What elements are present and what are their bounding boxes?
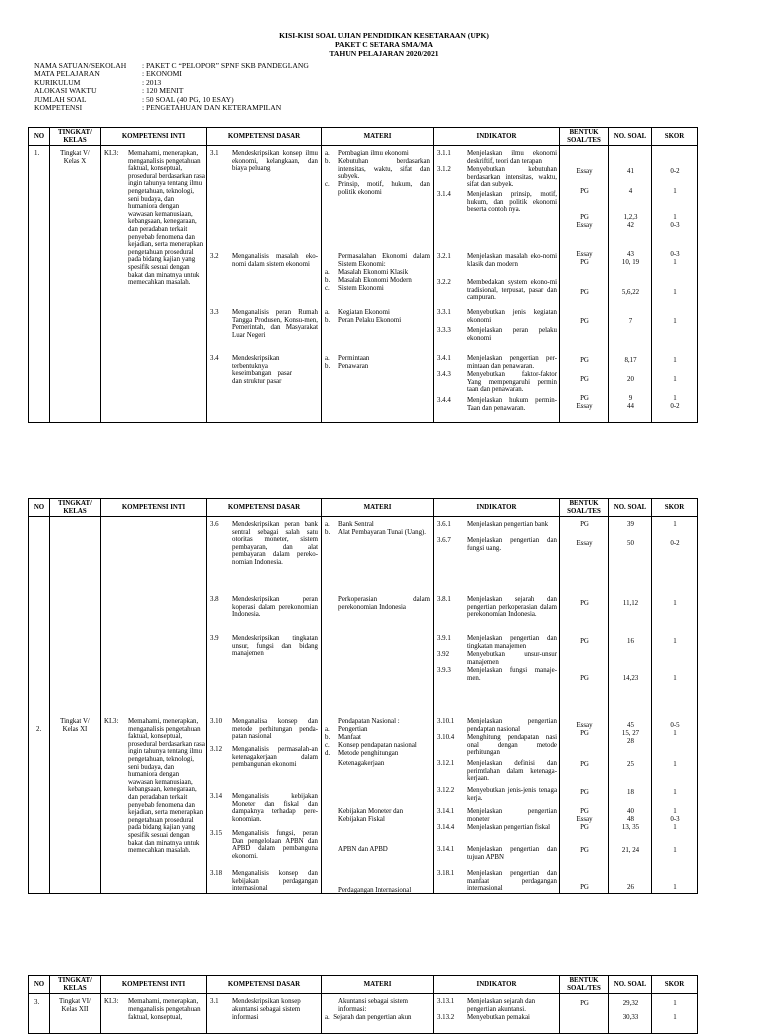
materi-marker: a. <box>325 726 330 733</box>
indikator-number: 3.9.1 <box>437 635 451 642</box>
indikator-number: 3.13.2 <box>437 1014 455 1021</box>
kd-number: 3.10 <box>210 718 223 725</box>
kd-number: 3.15 <box>210 830 223 837</box>
skor-value: 0-5 <box>670 722 680 729</box>
header-nomor: NO. SOAL <box>609 976 652 994</box>
kd-number: 3.4 <box>210 355 219 362</box>
doc-title-line-3: TAHUN PELAJARAN 2020/2021 <box>329 49 439 58</box>
kisi-table-3 <box>28 975 698 1034</box>
indikator-text: Menghitung pendapatan nasi onal dengan metode perhitungan <box>467 734 557 757</box>
meta-value: : 120 MENIT <box>142 86 184 96</box>
nomor-value: 43 <box>627 251 634 258</box>
kelas-text: Tingkat V/ Kelas X <box>60 150 90 165</box>
nomor-value: 45 <box>627 722 634 729</box>
meta-label: JUMLAH SOAL <box>34 94 87 104</box>
kd-number: 3.8 <box>210 596 219 603</box>
header-materi: MATERI <box>322 128 434 146</box>
indikator-text: Menjelaskan prinsip, motif, hukum, dan politik ekonomi beserta contoh nya. <box>467 191 557 214</box>
nomor-value: 42 <box>627 222 634 229</box>
indikator-number: 3.4.4 <box>437 397 451 404</box>
skor-value: 0-2 <box>670 168 680 175</box>
materi-marker: c. <box>325 181 330 188</box>
indikator-number: 3.4.1 <box>437 355 451 362</box>
skor-value: 1 <box>673 376 677 383</box>
indikator-number: 3.3.3 <box>437 327 451 334</box>
materi-marker: a. <box>325 269 330 276</box>
skor-value: 1 <box>673 395 677 402</box>
indikator-text: Menjelaskan pengertian dan tujuan APBN <box>467 846 557 861</box>
bentuk-value: PG <box>580 824 589 831</box>
kd-text: informasi <box>232 1014 259 1021</box>
header-kd: KOMPETENSI DASAR <box>207 976 322 994</box>
meta-value: : PAKET C “PELOPOR” SPNF SKB PANDEGLANG <box>142 61 309 70</box>
indikator-text: pengertian akuntansi. <box>467 1006 526 1013</box>
materi-text: Kegiatan Ekonomi <box>338 309 390 316</box>
indikator-text: Menyebutkan kebutuhan berdasarkan intensitas, waktu, sifat dan subyek. <box>467 166 557 189</box>
indikator-text: Menjelaskan pengertian bank <box>467 521 549 528</box>
nomor-value: 9 <box>628 395 633 402</box>
indikator-text: Menjelaskan masalah eko-nomi klasik dan modern <box>467 253 557 268</box>
indikator-number: 3.1.2 <box>437 166 451 173</box>
bentuk-value: PG <box>580 884 589 891</box>
header-skor: SKOR <box>652 976 698 994</box>
kd-text: Mendeskripsikan konsep ilmu ekonomi, kelangkaan, dan biaya peluang <box>232 150 318 173</box>
kd-text: Menganalisis permasalah-an ketenagakerjaan dalam pembangunan ekonomi <box>232 746 318 769</box>
ki-text: menganalisis pengetahuan <box>128 1006 201 1013</box>
header-skor: SKOR <box>652 128 698 146</box>
ki-text: Memahami, menerapkan, menganalisis pengetahuan faktual, konseptual, prosedural berdasarkan rasa ingin tahunya tentang ilmu pengetahuan, teknologi, seni budaya, dan humaniora dengan wawasan kemanusiaan, kebangsaan, kenegaraan, dan peradaban terkait penyebab fenomena dan kejadian, serta menerapkan pengetahuan prosedural pada bidang kajian yang spesifik sesuai dengan bakat dan minatnya untuk memecahkan masalah. <box>128 718 205 855</box>
header-materi: MATERI <box>322 499 434 517</box>
bentuk-value: PG <box>580 1000 589 1007</box>
nomor-value: 28 <box>627 738 634 745</box>
indikator-text: Menyebutkan pemakai <box>467 1014 530 1021</box>
kd-number: 3.3 <box>210 309 219 316</box>
bentuk-value: PG <box>580 289 589 296</box>
header-no: NO <box>29 976 50 994</box>
materi-text: Perdagangan Internasional <box>338 887 412 894</box>
indikator-text: Menjelaskan pengertian fiskal <box>467 824 551 831</box>
materi-marker: b. <box>325 158 331 165</box>
kisi-table-2 <box>28 498 698 894</box>
header-ki: KOMPETENSI INTI <box>101 499 207 517</box>
indikator-number: 3.6.1 <box>437 521 451 528</box>
indikator-text: Menyebutkan faktor-faktor Yang mempengaruhi permin taan dan penawaran. <box>467 371 557 394</box>
bentuk-value: PG <box>580 376 589 383</box>
skor-value: 1 <box>673 884 677 891</box>
ki-text: Memahami, menerapkan, menganalisis pengetahuan faktual, konseptual, prosedural berdasarkan rasa ingin tahunya tentang ilmu pengetahuan, teknologi, seni budaya, dan humaniora dengan wawasan kemanusiaan, kebangsaan, kenegaraan, dan peradaban terkait penyebab fenomena dan kejadian, serta menerapkan pengetahuan prosedural pada bidang kajian yang spesifik sesuai dengan bakat dan minatnya untuk memecahkan masalah. <box>128 150 205 287</box>
indikator-number: 3.3.1 <box>437 309 451 316</box>
doc-title-line-2: PAKET C SETARA SMA/MA <box>334 40 434 49</box>
ki-text: Memahami, menerapkan, <box>128 998 199 1005</box>
nomor-value: 4 <box>628 188 633 195</box>
indikator-number: 3.10.1 <box>437 718 455 725</box>
materi-text: APBN dan APBD <box>338 846 388 853</box>
row-number: 2. <box>36 726 42 733</box>
skor-value: 1 <box>673 1014 677 1021</box>
nomor-value: 16 <box>627 638 634 645</box>
bentuk-value: PG <box>580 730 589 737</box>
bentuk-value: PG <box>580 808 589 815</box>
table-header-row <box>29 499 698 517</box>
skor-value: 1 <box>673 824 677 831</box>
indikator-number: 3.12.2 <box>437 787 455 794</box>
table-header-row <box>29 128 698 146</box>
materi-marker: b. <box>325 363 331 370</box>
materi-marker: c. <box>325 742 330 749</box>
indikator-text: Menjelaskan pengertian dan fungsi uang. <box>467 537 557 552</box>
materi-text: Prinsip, motif, hukum, dan politik ekonomi <box>338 181 430 196</box>
skor-value: 1 <box>673 289 677 296</box>
nomor-value: 41 <box>627 168 634 175</box>
table-header-row <box>29 976 698 994</box>
materi-text: Masalah Ekonomi Modern <box>338 277 412 284</box>
bentuk-value: Essay <box>576 540 593 547</box>
skor-value: 0-2 <box>670 403 680 410</box>
table-row <box>29 994 698 1034</box>
indikator-number: 3.13.1 <box>437 998 455 1005</box>
bentuk-value: PG <box>580 638 589 645</box>
kisi-table-1 <box>28 127 698 423</box>
indikator-number: 3.10.4 <box>437 734 455 741</box>
skor-value: 0-3 <box>670 222 680 229</box>
bentuk-value: PG <box>580 761 589 768</box>
indikator-number: 3.18.1 <box>437 870 455 877</box>
ki-code: KI.3: <box>104 150 119 157</box>
header-bentuk: BENTUK SOAL/TES <box>560 128 609 146</box>
skor-value: 1 <box>673 259 677 266</box>
indikator-number: 3.6.7 <box>437 537 451 544</box>
bentuk-value: PG <box>580 789 589 796</box>
kd-number: 3.1 <box>210 150 219 157</box>
nomor-value: 14,23 <box>622 675 639 682</box>
nomor-value: 13, 35 <box>621 824 640 831</box>
nomor-value: 39 <box>627 521 634 528</box>
header-tingkat: TINGKAT/ KELAS <box>50 128 101 146</box>
indikator-number: 3.1.1 <box>437 150 451 157</box>
bentuk-value: PG <box>580 675 589 682</box>
indikator-text: Menjelaskan sejarah dan <box>467 998 536 1005</box>
materi-text: Sistem Ekonomi <box>338 285 384 292</box>
kd-text: Menganalisis peran Rumah Tangga Produsen, Konsu-men, Pemerintah, dan Masyarakat Luar Negeri <box>232 309 318 339</box>
table-row <box>29 146 698 423</box>
skor-value: 0-3 <box>670 816 680 823</box>
nomor-value: 40 <box>627 808 634 815</box>
bentuk-value: PG <box>580 188 589 195</box>
bentuk-value: Essay <box>576 251 593 258</box>
header-indikator: INDIKATOR <box>434 499 560 517</box>
materi-marker: b. <box>325 529 331 536</box>
kelas-text: Tingkat V/ Kelas XI <box>60 718 90 733</box>
header-nomor: NO. SOAL <box>609 499 652 517</box>
header-bentuk: BENTUK SOAL/TES <box>560 976 609 994</box>
kd-text: Menganalisis konsep dan kebijakan perdagangan internasional <box>232 870 318 893</box>
skor-value: 1 <box>673 808 677 815</box>
header-ki: KOMPETENSI INTI <box>101 976 207 994</box>
row-number: 1. <box>34 150 40 157</box>
bentuk-value: Essay <box>576 722 593 729</box>
materi-marker: a. <box>325 150 330 157</box>
header-skor: SKOR <box>652 499 698 517</box>
meta-label: ALOKASI WAKTU <box>34 86 97 96</box>
materi-text: Kebijakan Moneter dan Kebijakan Fiskal <box>338 808 404 823</box>
indikator-number: 3.14.1 <box>437 808 455 815</box>
kd-text: Menganalisa konsep dan metode perhitungan penda-patan nasional <box>232 718 318 741</box>
indikator-number: 3.1.4 <box>437 191 451 198</box>
materi-text: Pembagian ilmu ekonomi <box>338 150 409 157</box>
materi-text: a. Sejarah dan pengertian akun <box>325 1014 412 1021</box>
bentuk-value: Essay <box>576 222 593 229</box>
kd-text: Mendeskripsikan terbentuknya keseimbangan pasar dan struktur pasar <box>232 355 292 385</box>
materi-marker: a. <box>325 309 330 316</box>
meta-label: MATA PELAJARAN <box>34 69 100 79</box>
kd-text: Menganalisis kebijakan Moneter dan fiskal dan dampaknya terhadap pere-konomian. <box>232 793 318 823</box>
kd-number: 3.1 <box>210 998 219 1005</box>
indikator-number: 3.14.1 <box>437 846 455 853</box>
materi-text: Manfaat <box>338 734 361 741</box>
indikator-text: Menjelaskan pengertian dan manfaat perdagangan internasional <box>467 870 557 893</box>
doc-title-line-1: KISI-KISI SOAL UJIAN PENDIDIKAN KESETARAAN (UPK) <box>279 31 489 40</box>
nomor-value: 7 <box>628 318 633 325</box>
skor-value: 1 <box>673 847 677 854</box>
kd-text: akuntansi sebagai sistem <box>232 1006 301 1013</box>
bentuk-value: PG <box>580 214 589 221</box>
nomor-value: 10, 19 <box>621 259 640 266</box>
bentuk-value: PG <box>580 395 589 402</box>
materi-text: Permintaan <box>338 355 370 362</box>
header-no: NO <box>29 499 50 517</box>
materi-text: Masalah Ekonomi Klasik <box>338 269 409 276</box>
indikator-text: Menjelaskan pengertian pendaptan nasional <box>467 718 557 733</box>
bentuk-value: PG <box>580 600 589 607</box>
bentuk-value: PG <box>580 357 589 364</box>
kelas-text: Tingkat VI/ Kelas XII <box>59 998 91 1013</box>
materi-text: Bank Sentral <box>338 521 374 528</box>
indikator-text: Menjelaskan pengertian moneter <box>467 808 557 823</box>
skor-value: 1 <box>673 214 677 221</box>
skor-value: 1 <box>673 188 677 195</box>
indikator-number: 3.4.3 <box>437 371 451 378</box>
header-bentuk: BENTUK SOAL/TES <box>560 499 609 517</box>
materi-text: Metode penghitungan <box>338 750 399 757</box>
nomor-value: 50 <box>627 540 634 547</box>
header-indikator: INDIKATOR <box>434 128 560 146</box>
skor-value: 1 <box>673 357 677 364</box>
materi-text: informasi: <box>338 1006 367 1013</box>
bentuk-value: PG <box>580 847 589 854</box>
meta-label: NAMA SATUAN/SEKOLAH <box>34 61 127 70</box>
materi-text: Akuntansi sebagai sistem <box>338 998 409 1005</box>
materi-text: Pengertian <box>338 726 368 733</box>
indikator-number: 3.12.1 <box>437 760 455 767</box>
nomor-value: 11,12 <box>622 600 639 607</box>
bentuk-value: PG <box>580 318 589 325</box>
nomor-value: 26 <box>627 884 634 891</box>
kd-number: 3.9 <box>210 635 219 642</box>
materi-marker: a. <box>325 355 330 362</box>
meta-value: : 50 SOAL (40 PG, 10 ESAY) <box>142 94 234 104</box>
materi-marker: b. <box>325 734 331 741</box>
indikator-number: 3.8.1 <box>437 596 451 603</box>
nomor-value: 8,17 <box>624 357 637 364</box>
skor-value: 1 <box>673 730 677 737</box>
indikator-text: Menyebutkan unsur-unsur manajemen <box>467 651 557 666</box>
indikator-number: 3.9.3 <box>437 667 451 674</box>
meta-value: : 2013 <box>142 77 162 87</box>
nomor-value: 1,2,3 <box>623 214 638 221</box>
nomor-value: 15, 27 <box>621 730 640 737</box>
meta-label: KOMPETENSI <box>34 103 83 113</box>
materi-text: Kebutuhan berdasarkan intensitas, waktu, sifat dan subyek. <box>338 158 430 181</box>
meta-row <box>34 104 309 112</box>
skor-value: 1 <box>673 521 677 528</box>
bentuk-value: Essay <box>576 168 593 175</box>
materi-marker: a. <box>325 521 330 528</box>
materi-text: Alat Pembayaran Tunai (Uang). <box>338 529 427 536</box>
materi-text: Penawaran <box>338 363 369 370</box>
kd-text: Mendeskripsikan tingkatan unsur, fungsi dan bidang manajemen <box>232 635 318 658</box>
skor-value: 1 <box>673 318 677 325</box>
nomor-value: 20 <box>627 376 634 383</box>
ki-code: KI.3: <box>104 718 119 725</box>
kd-text: Menganalisis masalah eko-nomi dalam sistem ekonomi <box>232 253 318 268</box>
header-indikator: INDIKATOR <box>434 976 560 994</box>
meta-value: : EKONOMI <box>142 69 182 79</box>
header-no: NO <box>29 128 50 146</box>
skor-value: 1 <box>673 1000 677 1007</box>
skor-value: 0-2 <box>670 540 680 547</box>
materi-marker: b. <box>325 317 331 324</box>
header-tingkat: TINGKAT/ KELAS <box>50 499 101 517</box>
materi-text: Konsep pendapatan nasional <box>338 742 417 749</box>
materi-text: Perkoperasian dalam perekonomian Indonesia <box>338 596 430 611</box>
nomor-value: 18 <box>627 789 634 796</box>
skor-value: 0-3 <box>670 251 680 258</box>
materi-text: Peran Pelaku Ekonomi <box>338 317 402 324</box>
materi-marker: b. <box>325 277 331 284</box>
bentuk-value: Essay <box>576 403 593 410</box>
header-ki: KOMPETENSI INTI <box>101 128 207 146</box>
kd-number: 3.12 <box>210 746 223 753</box>
header-nomor: NO. SOAL <box>609 128 652 146</box>
materi-text: Pendapatan Nasional : <box>338 718 400 725</box>
nomor-value: 21, 24 <box>621 847 640 854</box>
indikator-text: Menyebutkan jenis kegiatan ekonomi <box>467 309 557 324</box>
kd-text: Mendeskripsikan konsep <box>232 998 301 1005</box>
kd-number: 3.14 <box>210 793 223 800</box>
header-tingkat: TINGKAT/ KELAS <box>50 976 101 994</box>
indikator-number: 3.92 <box>437 651 450 658</box>
materi-text: Ketenagakerjaan <box>338 760 385 767</box>
indikator-number: 3.2.1 <box>437 253 451 260</box>
ki-text: faktual, konseptual, <box>128 1014 183 1021</box>
skor-value: 1 <box>673 789 677 796</box>
ki-code: KI.3: <box>104 998 119 1005</box>
bentuk-value: PG <box>580 521 589 528</box>
header-kd: KOMPETENSI DASAR <box>207 499 322 517</box>
indikator-text: Menjelaskan fungsi manaje-men. <box>467 667 557 682</box>
header-kd: KOMPETENSI DASAR <box>207 128 322 146</box>
indikator-text: Menjelaskan definisi dan perimtlahan dalam ketenaga-kerjaan. <box>467 760 557 783</box>
meta-label: KURIKULUM <box>34 77 81 87</box>
nomor-value: 5,6,22 <box>621 289 640 296</box>
materi-marker: d. <box>325 750 331 757</box>
bentuk-value: PG <box>580 259 589 266</box>
indikator-text: Menyebutkan jenis-jenis tenaga kerja. <box>467 787 557 802</box>
indikator-number: 3.14.4 <box>437 824 455 831</box>
indikator-text: Membedakan system ekono-mi tradisional, terpusat, pasar dan campuran. <box>467 279 557 302</box>
table-row <box>29 517 698 894</box>
indikator-number: 3.2.2 <box>437 279 451 286</box>
header-materi: MATERI <box>322 976 434 994</box>
skor-value: 1 <box>673 638 677 645</box>
kd-text: Mendeskripsikan peran bank sentral sebagai salah satu otoritas moneter, sistem pembayaran, dan alat pembayaran dalam pereko-nomian Indonesia. <box>232 521 318 566</box>
meta-value: : PENGETAHUAN DAN KETERAMPILAN <box>142 103 282 113</box>
indikator-text: Menjelaskan ilmu ekonomi deskriftif, teori dan terapan <box>467 150 557 165</box>
skor-value: 1 <box>673 761 677 768</box>
identity-block <box>34 62 309 112</box>
bentuk-value: Essay <box>576 816 593 823</box>
nomor-value: 44 <box>627 403 634 410</box>
kd-number: 3.6 <box>210 521 219 528</box>
indikator-text: Menjelaskan pengertian dan tingkatan manajemen <box>467 635 557 650</box>
indikator-text: Menjelaskan sejarah dan pengertian perkoperasian dalam perekonomian Indonesia. <box>467 596 557 619</box>
indikator-text: Menjelaskan peran pelaku ekonomi <box>467 327 557 342</box>
nomor-value: 30,33 <box>622 1014 639 1021</box>
skor-value: 1 <box>673 675 677 682</box>
materi-marker: c. <box>325 285 330 292</box>
kd-number: 3.18 <box>210 870 223 877</box>
nomor-value: 29,32 <box>622 1000 639 1007</box>
kd-number: 3.2 <box>210 253 219 260</box>
kd-text: Menganalisis fungsi, peran Dan pengelolaan APBN dan APBD dalam pembanguna ekonomi. <box>232 830 318 860</box>
indikator-text: Menjelaskan pengertian per-mintaan dan penawaran. <box>467 355 557 370</box>
indikator-text: Menjelaskan hukum permin-Taan dan penawaran. <box>467 397 557 412</box>
nomor-value: 48 <box>627 816 634 823</box>
row-number: 3. <box>34 999 40 1006</box>
kd-text: Mendeskripsikan peran koperasi dalam perekonomian Indonesia. <box>232 596 318 619</box>
skor-value: 1 <box>673 600 677 607</box>
materi-text: Permasalahan Ekonomi dalam Sistem Ekonomi: <box>338 253 430 268</box>
nomor-value: 25 <box>627 761 634 768</box>
